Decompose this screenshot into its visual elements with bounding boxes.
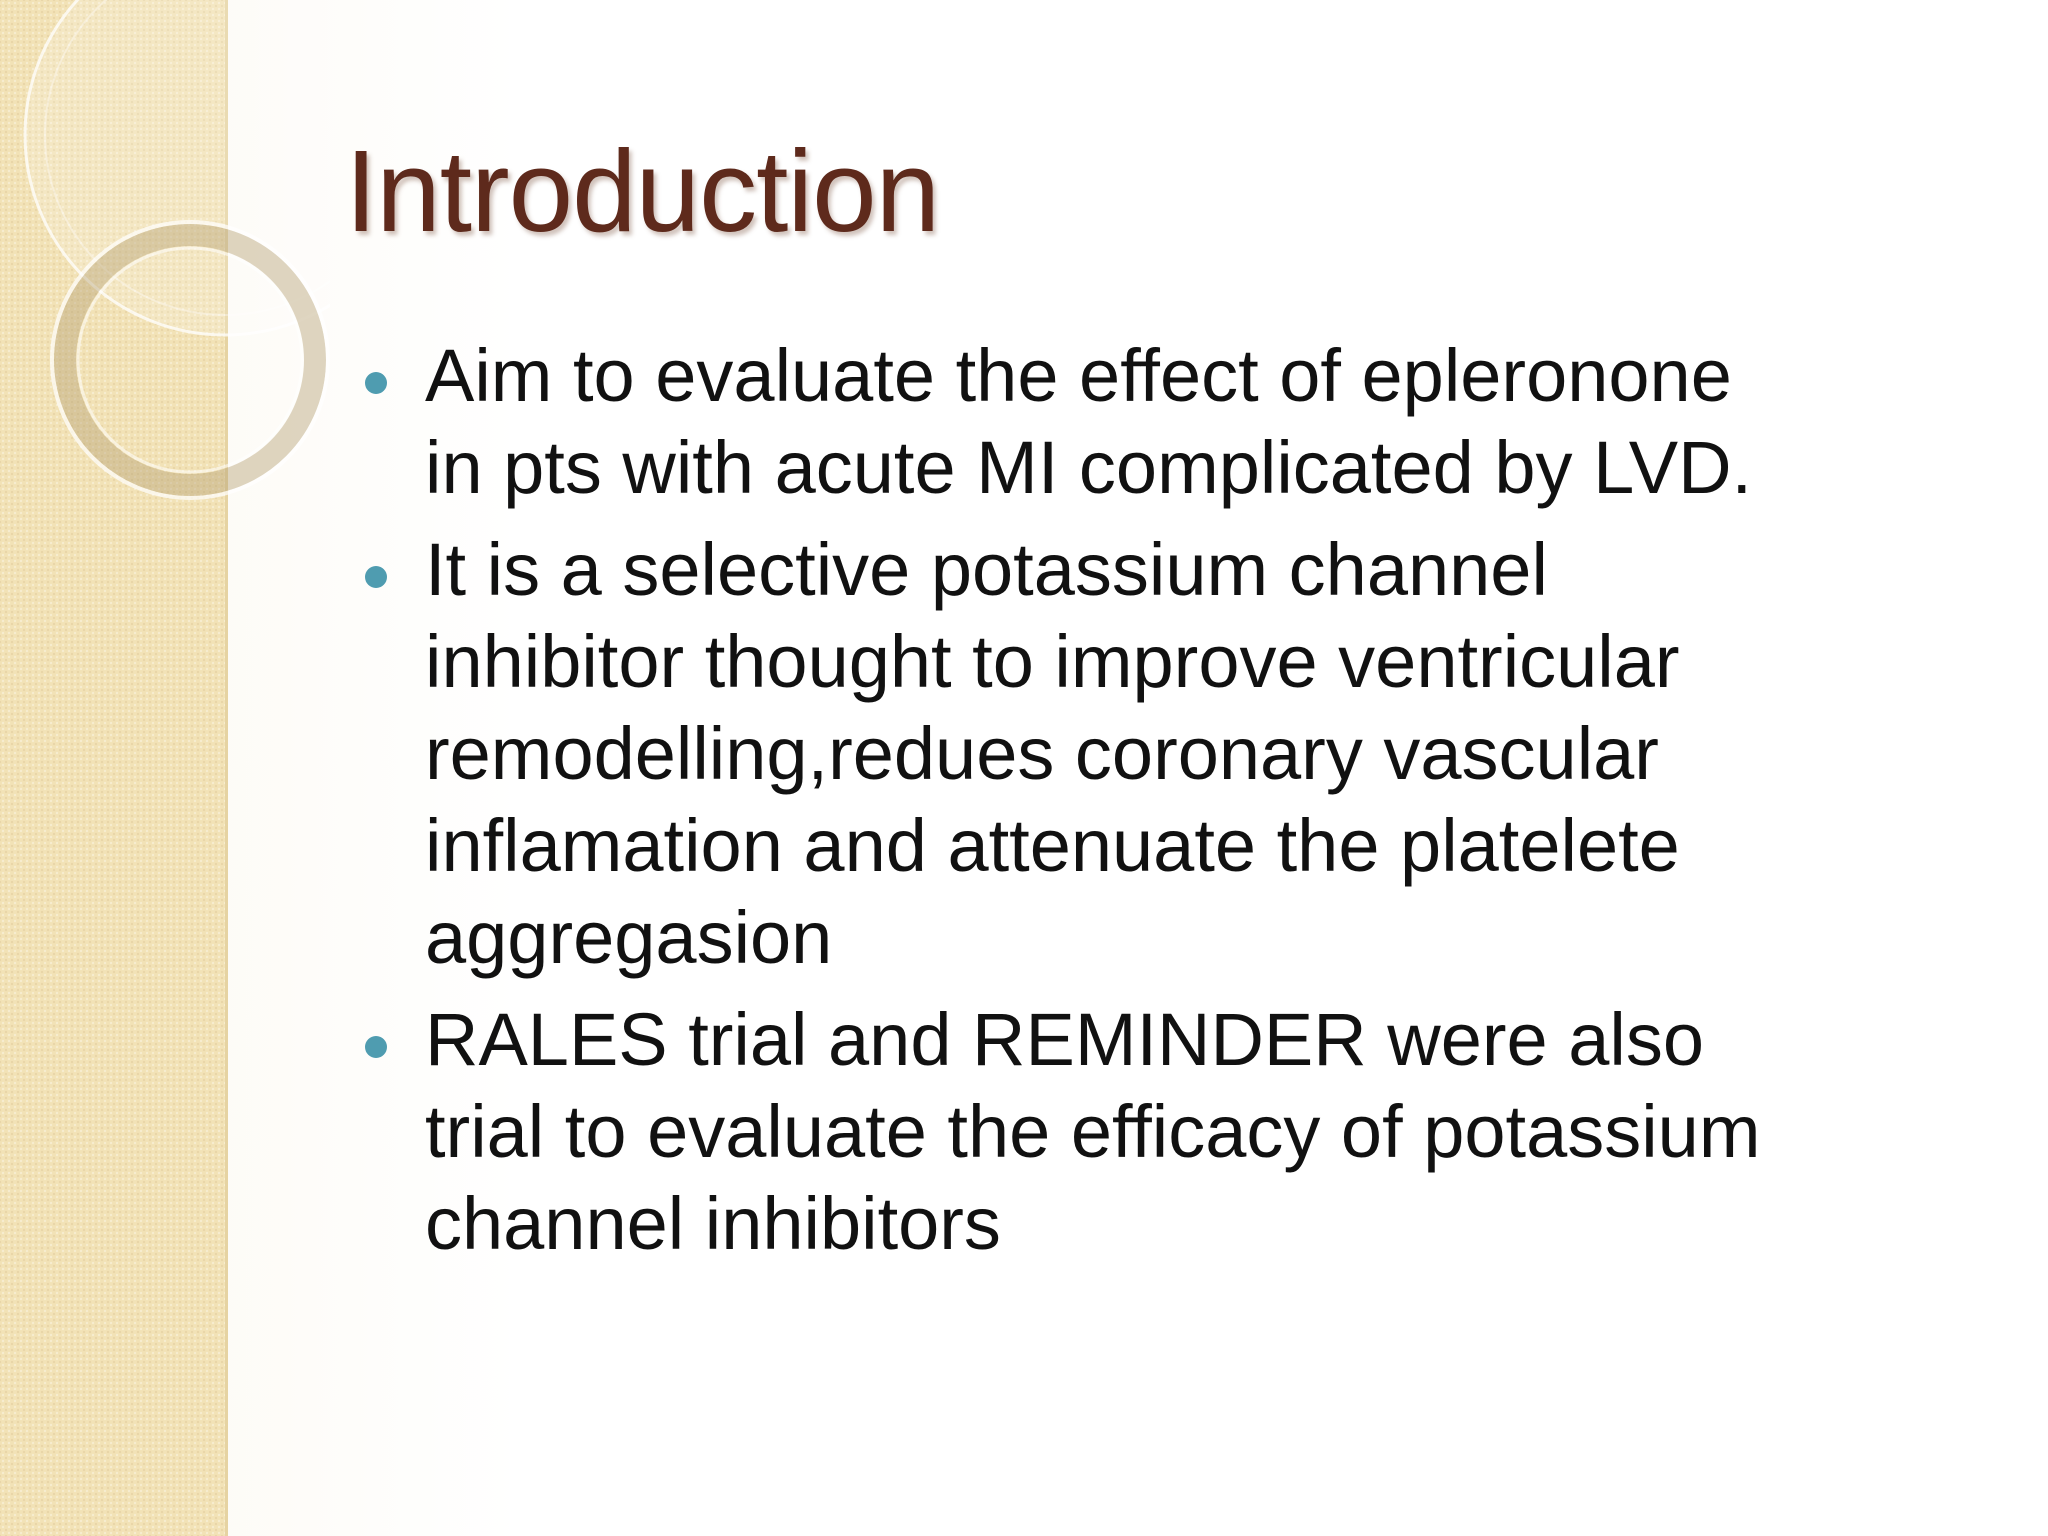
bullet-dot-icon [365, 372, 387, 394]
bullet-text: RALES trial and REMINDER were also trial to evaluate the efficacy of potassium channel inhibitors [425, 998, 1761, 1265]
list-item [365, 994, 2015, 1270]
decorative-rings [0, 0, 330, 520]
list-item [365, 524, 2015, 984]
bullet-dot-icon [365, 1036, 387, 1058]
bullet-text: Aim to evaluate the effect of epleronone in pts with acute MI complicated by LVD. [425, 334, 1753, 509]
bullet-list [365, 330, 2015, 1280]
slide-title: Introduction [345, 126, 940, 256]
bullet-text: It is a selective potassium channel inhibitor thought to improve ventricular remodelling,redues coronary vascular inflamation and attenuate the platelete aggregasion [425, 528, 1680, 979]
bullet-dot-icon [365, 566, 387, 588]
list-item [365, 330, 2015, 514]
